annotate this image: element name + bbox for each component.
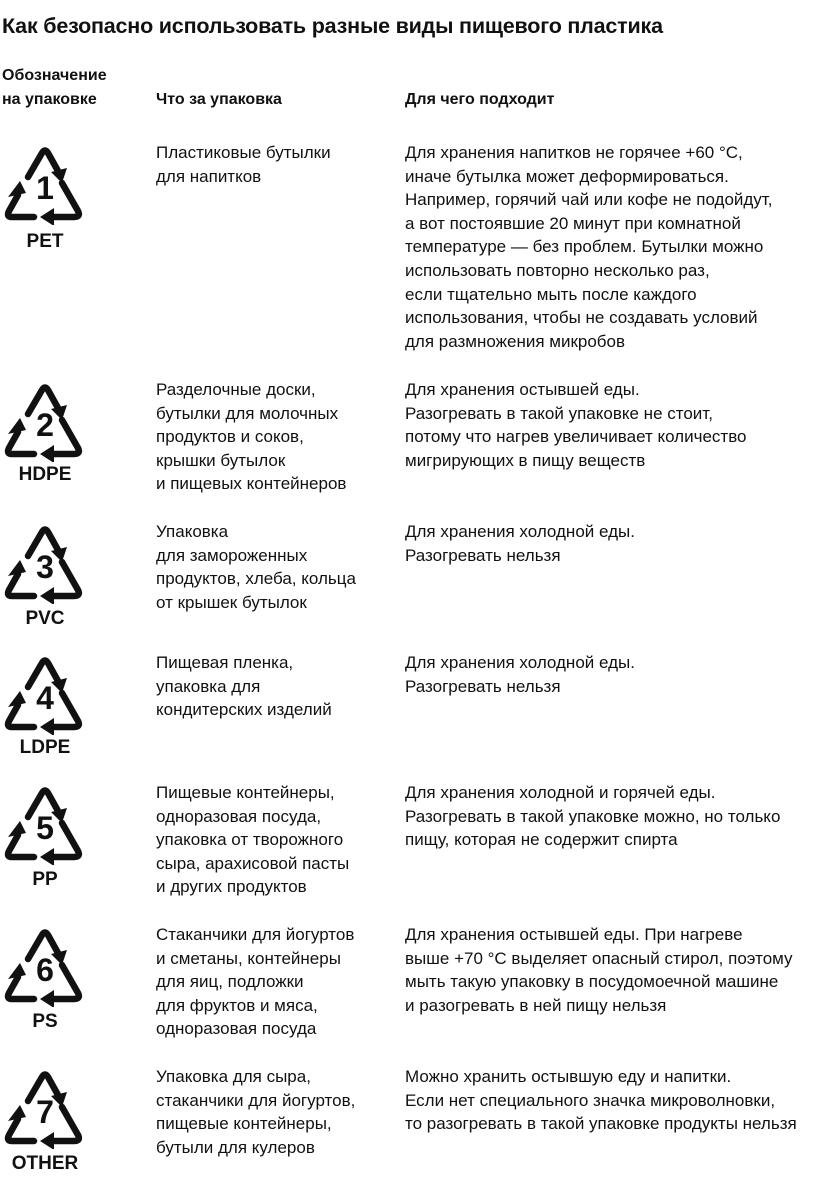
usage-line: Для хранения остывшей еды. (405, 380, 640, 399)
usage-line: Для хранения напитков не горячее +60 °С, (405, 143, 743, 162)
package-line: для замороженных (156, 545, 308, 565)
recycling-triangle-icon (0, 520, 90, 604)
usage-line: Разогревать нельзя (405, 545, 561, 565)
recycling-triangle-icon (0, 1065, 90, 1149)
page-title: Как безопасно использовать разные виды пищевого пластика (2, 14, 663, 38)
package-line: от крышек бутылок (156, 592, 307, 612)
usage-line: Разогревать в такой упаковке можно, но только (405, 806, 781, 826)
usage-line: Для хранения остывшей еды. При нагреве (405, 925, 743, 944)
usage-description (405, 1065, 830, 1136)
usage-line: Для хранения холодной еды. (405, 522, 635, 541)
package-line: крышки бутылок (156, 450, 286, 470)
package-line: Разделочные доски, (156, 380, 316, 399)
package-description (156, 651, 392, 722)
usage-description (405, 378, 830, 472)
usage-line: Если нет специального значка микроволновки, (405, 1090, 776, 1110)
recycling-triangle-icon (0, 781, 90, 865)
usage-line: Например, горячий чай или кофе не подойдут, (405, 190, 773, 210)
package-line: одноразовая посуда, (156, 806, 322, 826)
resin-code-label: PET (26, 231, 64, 252)
package-line: упаковка для (156, 676, 261, 696)
package-line: и сметаны, контейнеры (156, 948, 341, 968)
package-description (156, 378, 392, 496)
package-description (156, 141, 392, 188)
header-symbol-line: на упаковке (2, 91, 97, 108)
resin-code-label: OTHER (11, 1153, 79, 1174)
usage-line: Разогревать нельзя (405, 676, 561, 696)
resin-code-number: 5 (36, 810, 54, 846)
package-line: для фруктов и мяса, (156, 995, 318, 1015)
usage-description (405, 141, 830, 353)
usage-line: потому что нагрев увеличивает количество (405, 427, 747, 447)
package-line: продуктов, хлеба, кольца (156, 569, 356, 589)
usage-line: и разогревать в ней пищу нельзя (405, 995, 667, 1015)
usage-line: использовать повторно несколько раз, (405, 260, 710, 280)
usage-line: мыть такую упаковку в посудомоечной машине (405, 972, 779, 992)
package-description (156, 1065, 392, 1159)
resin-code-number: 2 (36, 407, 54, 443)
package-line: стаканчики для йогуртов, (156, 1090, 356, 1110)
resin-code-symbol (0, 378, 90, 485)
usage-description (405, 923, 830, 1017)
header-package: Что за упаковка (156, 91, 282, 108)
header-use: Для чего подходит (405, 91, 555, 108)
usage-description (405, 651, 830, 698)
package-line: бутылки для молочных (156, 403, 339, 423)
resin-code-label: PS (32, 1011, 58, 1032)
package-description (156, 923, 392, 1041)
usage-line: иначе бутылка может деформироваться. (405, 166, 729, 186)
package-line: и пищевых контейнеров (156, 474, 347, 494)
resin-code-symbol (0, 651, 90, 758)
recycling-triangle-icon (0, 923, 90, 1007)
resin-code-number: 1 (36, 170, 54, 206)
header-symbol-line: Обозначение (2, 67, 107, 84)
usage-description (405, 781, 830, 852)
resin-code-symbol (0, 1065, 90, 1174)
package-line: для напитков (156, 166, 262, 186)
usage-line: то разогревать в такой упаковке продукты нельзя (405, 1114, 797, 1134)
resin-code-label: PVC (25, 608, 65, 629)
usage-line: температуре — без проблем. Бутылки можно (405, 237, 764, 257)
usage-line: мигрирующих в пищу веществ (405, 450, 646, 470)
resin-code-symbol (0, 923, 90, 1032)
package-line: упаковка от творожного (156, 830, 344, 850)
usage-line: использования, чтобы не создавать условий (405, 308, 758, 328)
package-description (156, 520, 392, 614)
usage-line: для размножения микробов (405, 331, 626, 351)
package-line: кондитерских изделий (156, 700, 332, 720)
package-line: Пищевые контейнеры, (156, 783, 335, 802)
package-line: Стаканчики для йогуртов (156, 925, 355, 944)
recycling-triangle-icon (0, 651, 90, 735)
package-line: Упаковка для сыра, (156, 1067, 311, 1086)
resin-code-symbol (0, 781, 90, 890)
resin-code-label: PP (32, 869, 58, 890)
usage-description (405, 520, 830, 567)
resin-code-number: 6 (36, 952, 54, 988)
resin-code-symbol (0, 520, 90, 629)
resin-code-number: 7 (36, 1094, 54, 1130)
usage-line: Для хранения холодной и горячей еды. (405, 783, 716, 802)
package-line: Пластиковые бутылки (156, 143, 331, 162)
usage-line: Разогревать в такой упаковке не стоит, (405, 403, 713, 423)
package-line: пищевые контейнеры, (156, 1114, 332, 1134)
resin-code-symbol (0, 141, 90, 252)
usage-line: выше +70 °С выделяет опасный стирол, поэтому (405, 948, 793, 968)
resin-code-number: 3 (36, 549, 54, 585)
usage-line: Для хранения холодной еды. (405, 653, 635, 672)
resin-code-label: LDPE (19, 737, 71, 758)
usage-line: Можно хранить остывшую еду и напитки. (405, 1067, 732, 1086)
package-line: Упаковка (156, 522, 229, 541)
resin-code-label: HDPE (18, 464, 72, 485)
recycling-triangle-icon (0, 141, 90, 225)
package-line: продуктов и соков, (156, 427, 304, 447)
header-symbol (2, 64, 107, 112)
package-line: для яиц, подложки (156, 972, 304, 992)
usage-line: а вот постоявшие 20 минут при комнатной (405, 213, 741, 233)
package-line: Пищевая пленка, (156, 653, 294, 672)
usage-line: пищу, которая не содержит спирта (405, 830, 678, 850)
package-line: одноразовая посуда (156, 1019, 317, 1039)
package-line: сыра, арахисовой пасты (156, 853, 350, 873)
package-description (156, 781, 392, 899)
recycling-triangle-icon (0, 378, 90, 462)
usage-line: если тщательно мыть после каждого (405, 284, 697, 304)
package-line: и других продуктов (156, 877, 307, 897)
resin-code-number: 4 (36, 680, 54, 716)
package-line: бутыли для кулеров (156, 1137, 315, 1157)
